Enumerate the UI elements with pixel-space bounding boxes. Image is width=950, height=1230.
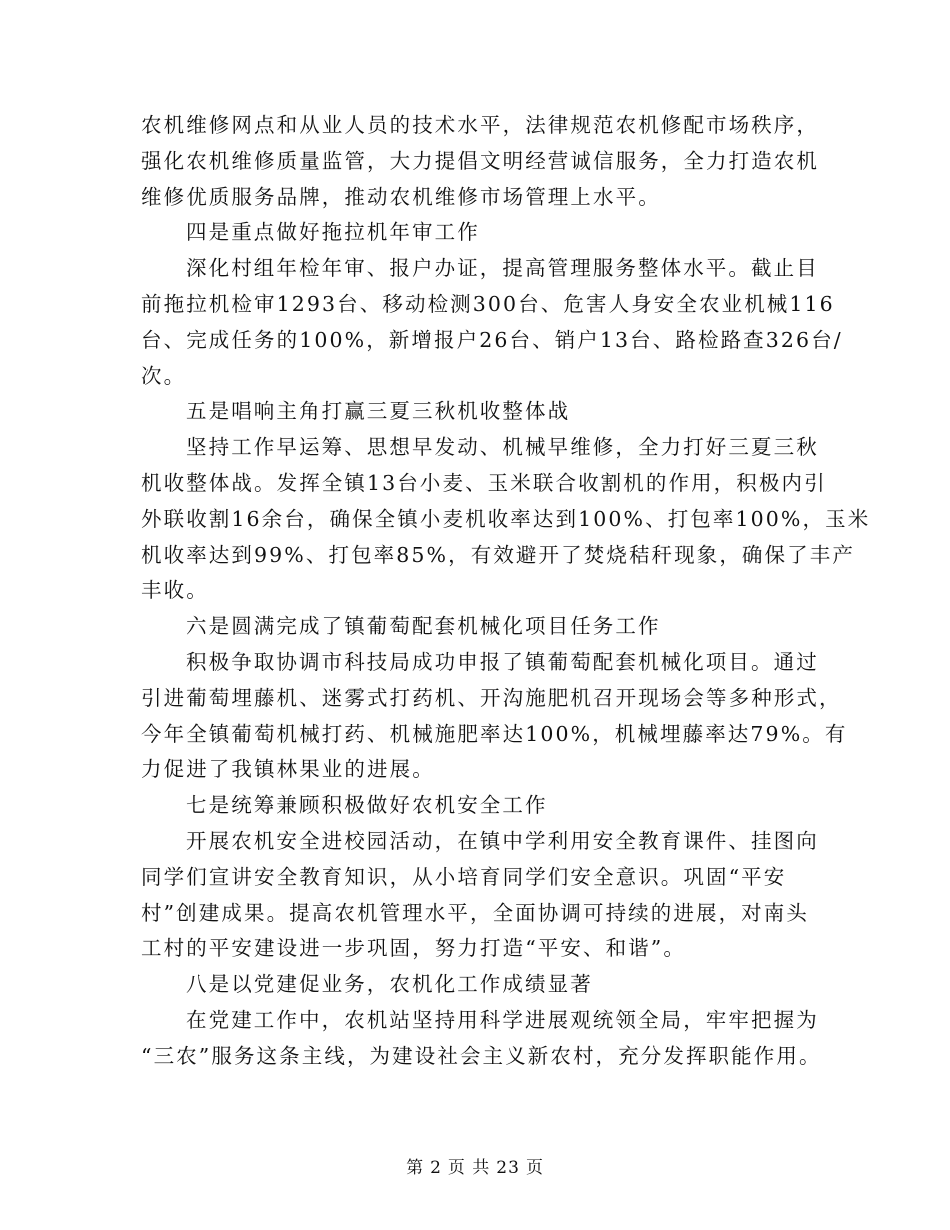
text-line: 工村的平安建设进一步巩固，努力打造“平安、和谐”。: [141, 936, 686, 961]
text-line: 次。: [141, 363, 187, 388]
footer-page-number: 2: [430, 1158, 442, 1178]
text-line: 外联收割16余台，确保全镇小麦机收率达到100%、打包率100%，玉米: [141, 506, 871, 531]
text-line: 坚持工作早运筹、思想早发动、机械早维修，全力打好三夏三秋: [186, 435, 819, 460]
text-line: 力促进了我镇林果业的进展。: [141, 757, 435, 782]
text-line: “三农”服务这条主线，为建设社会主义新农村，充分发挥职能作用。: [141, 1043, 822, 1068]
section-heading: 四是重点做好拖拉机年审工作: [186, 220, 480, 245]
text-line: 维修优质服务品牌，推动农机维修市场管理上水平。: [141, 184, 661, 209]
text-line: 开展农机安全进校园活动，在镇中学利用安全教育课件、挂图向: [186, 828, 819, 853]
text-line: 前拖拉机检审1293台、移动检测300台、危害人身安全农业机械116: [141, 291, 835, 316]
text-line: 机收率达到99%、打包率85%，有效避开了焚烧秸秆现象，确保了丰产: [141, 542, 855, 567]
footer-middle: 页 共: [447, 1158, 491, 1178]
text-line: 机收整体战。发挥全镇13台小麦、玉米联合收割机的作用，积极内引: [141, 470, 827, 495]
text-line: 在党建工作中，农机站坚持用科学进展观统领全局，牢牢把握为: [186, 1007, 819, 1032]
section-heading: 五是唱响主角打赢三夏三秋机收整体战: [186, 399, 571, 424]
text-line: 今年全镇葡萄机械打药、机械施肥率达100%，机械埋藤率达79%。有: [141, 721, 848, 746]
section-heading: 七是统筹兼顾积极做好农机安全工作: [186, 793, 548, 818]
footer-total-pages: 23: [496, 1158, 520, 1178]
text-line: 丰收。: [141, 578, 209, 603]
text-line: 深化村组年检年审、报户办证，提高管理服务整体水平。截止目: [186, 256, 819, 281]
text-line: 农机维修网点和从业人员的技术水平，法律规范农机修配市场秩序，: [141, 113, 819, 137]
text-line: 强化农机维修质量监管，大力提倡文明经营诚信服务，全力打造农机: [141, 148, 819, 173]
text-line: 村”创建成果。提高农机管理水平，全面协调可持续的进展，对南头: [141, 900, 809, 925]
text-line: 同学们宣讲安全教育知识，从小培育同学们安全意识。巩固“平安: [141, 864, 787, 889]
text-line: 引进葡萄埋藤机、迷雾式打药机、开沟施肥机召开现场会等多种形式，: [141, 685, 842, 710]
footer-prefix: 第: [406, 1158, 425, 1178]
section-heading: 八是以党建促业务，农机化工作成绩显著: [186, 972, 593, 997]
text-line: 积极争取协调市科技局成功申报了镇葡萄配套机械化项目。通过: [186, 649, 819, 674]
footer-suffix: 页: [525, 1158, 544, 1178]
section-heading: 六是圆满完成了镇葡萄配套机械化项目任务工作: [186, 614, 661, 639]
text-line: 台、完成任务的100%，新增报户26台、销户13台、路检路查326台/: [141, 327, 843, 352]
page-footer: [0, 1153, 950, 1178]
body-text: [141, 108, 871, 1075]
